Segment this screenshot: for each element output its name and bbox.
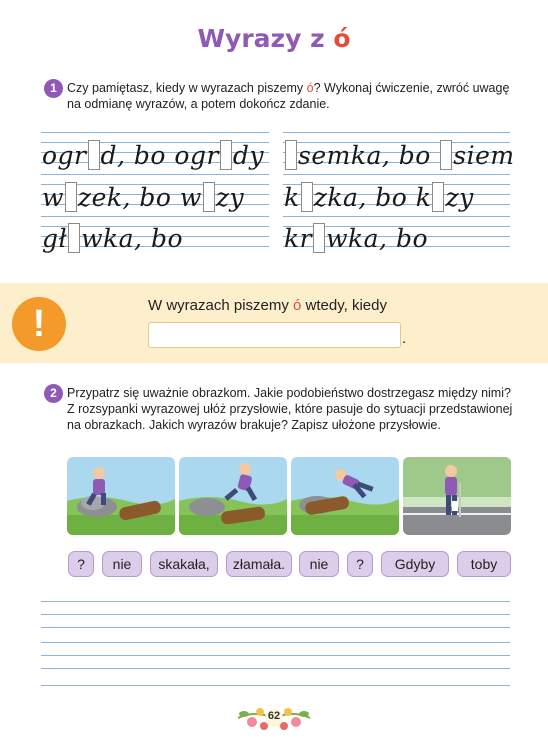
word-tile[interactable]: nie bbox=[299, 551, 339, 577]
word-tile[interactable]: złamała. bbox=[226, 551, 292, 577]
letter-gap[interactable] bbox=[88, 140, 100, 170]
letter-gap[interactable] bbox=[285, 140, 297, 170]
rule-sentence: W wyrazach piszemy ó wtedy, kiedy bbox=[148, 297, 387, 314]
letter-gap[interactable] bbox=[432, 182, 444, 212]
exercise-number-2: 2 bbox=[44, 384, 63, 403]
rule-answer-field[interactable] bbox=[148, 322, 401, 348]
word-tile[interactable]: ? bbox=[347, 551, 373, 577]
word-glowka: gł wka, bo bbox=[42, 224, 184, 253]
word-osemka: semka, bo siem bbox=[284, 140, 515, 170]
letter-gap[interactable] bbox=[68, 223, 80, 253]
exclamation-icon: ! bbox=[12, 297, 66, 351]
picture-3-girl-falling bbox=[291, 457, 399, 535]
word-tile[interactable]: ? bbox=[68, 551, 94, 577]
answer-writing-lines[interactable] bbox=[41, 601, 510, 691]
word-tile[interactable]: Gdyby bbox=[381, 551, 449, 577]
word-kozka: k zka, bo k zy bbox=[284, 183, 474, 212]
picture-1-girl-on-rock bbox=[67, 457, 175, 535]
exercise-2-instruction: Przypatrz się uważnie obrazkom. Jakie podobieństwo dostrzegasz między nimi? Z rozsypanki wyrazowej ułóż przysłowie, które pasuje do sytuacji przedstawionej na obrazkach. Jakich wyrazów brakuje? Zapisz ułożone przysłowie. bbox=[67, 386, 513, 432]
letter-gap[interactable] bbox=[65, 182, 77, 212]
letter-gap[interactable] bbox=[220, 140, 232, 170]
letter-gap[interactable] bbox=[203, 182, 215, 212]
picture-4-girl-with-crutch bbox=[403, 457, 511, 535]
exercise-number-1: 1 bbox=[44, 79, 63, 98]
letter-gap[interactable] bbox=[440, 140, 452, 170]
word-tile[interactable]: nie bbox=[102, 551, 142, 577]
page-number: 62 bbox=[267, 710, 281, 722]
word-krowka: kr wka, bo bbox=[284, 224, 429, 253]
exercise-1-instruction: Czy pamiętasz, kiedy w wyrazach piszemy ó? Wykonaj ćwiczenie, zwróć uwagę na odmianę wyrazów, a potem dokończ zdanie. bbox=[67, 81, 510, 111]
letter-gap[interactable] bbox=[313, 223, 325, 253]
word-ogrod: ogr d, bo ogr dy bbox=[42, 141, 265, 170]
word-tile[interactable]: skakała, bbox=[150, 551, 218, 577]
page-title: Wyrazy z ó bbox=[197, 24, 351, 53]
word-tile[interactable]: toby bbox=[457, 551, 511, 577]
picture-2-girl-jumping bbox=[179, 457, 287, 535]
letter-gap[interactable] bbox=[301, 182, 313, 212]
rule-period: . bbox=[402, 330, 407, 347]
word-wozek: w zek, bo w zy bbox=[42, 183, 245, 212]
